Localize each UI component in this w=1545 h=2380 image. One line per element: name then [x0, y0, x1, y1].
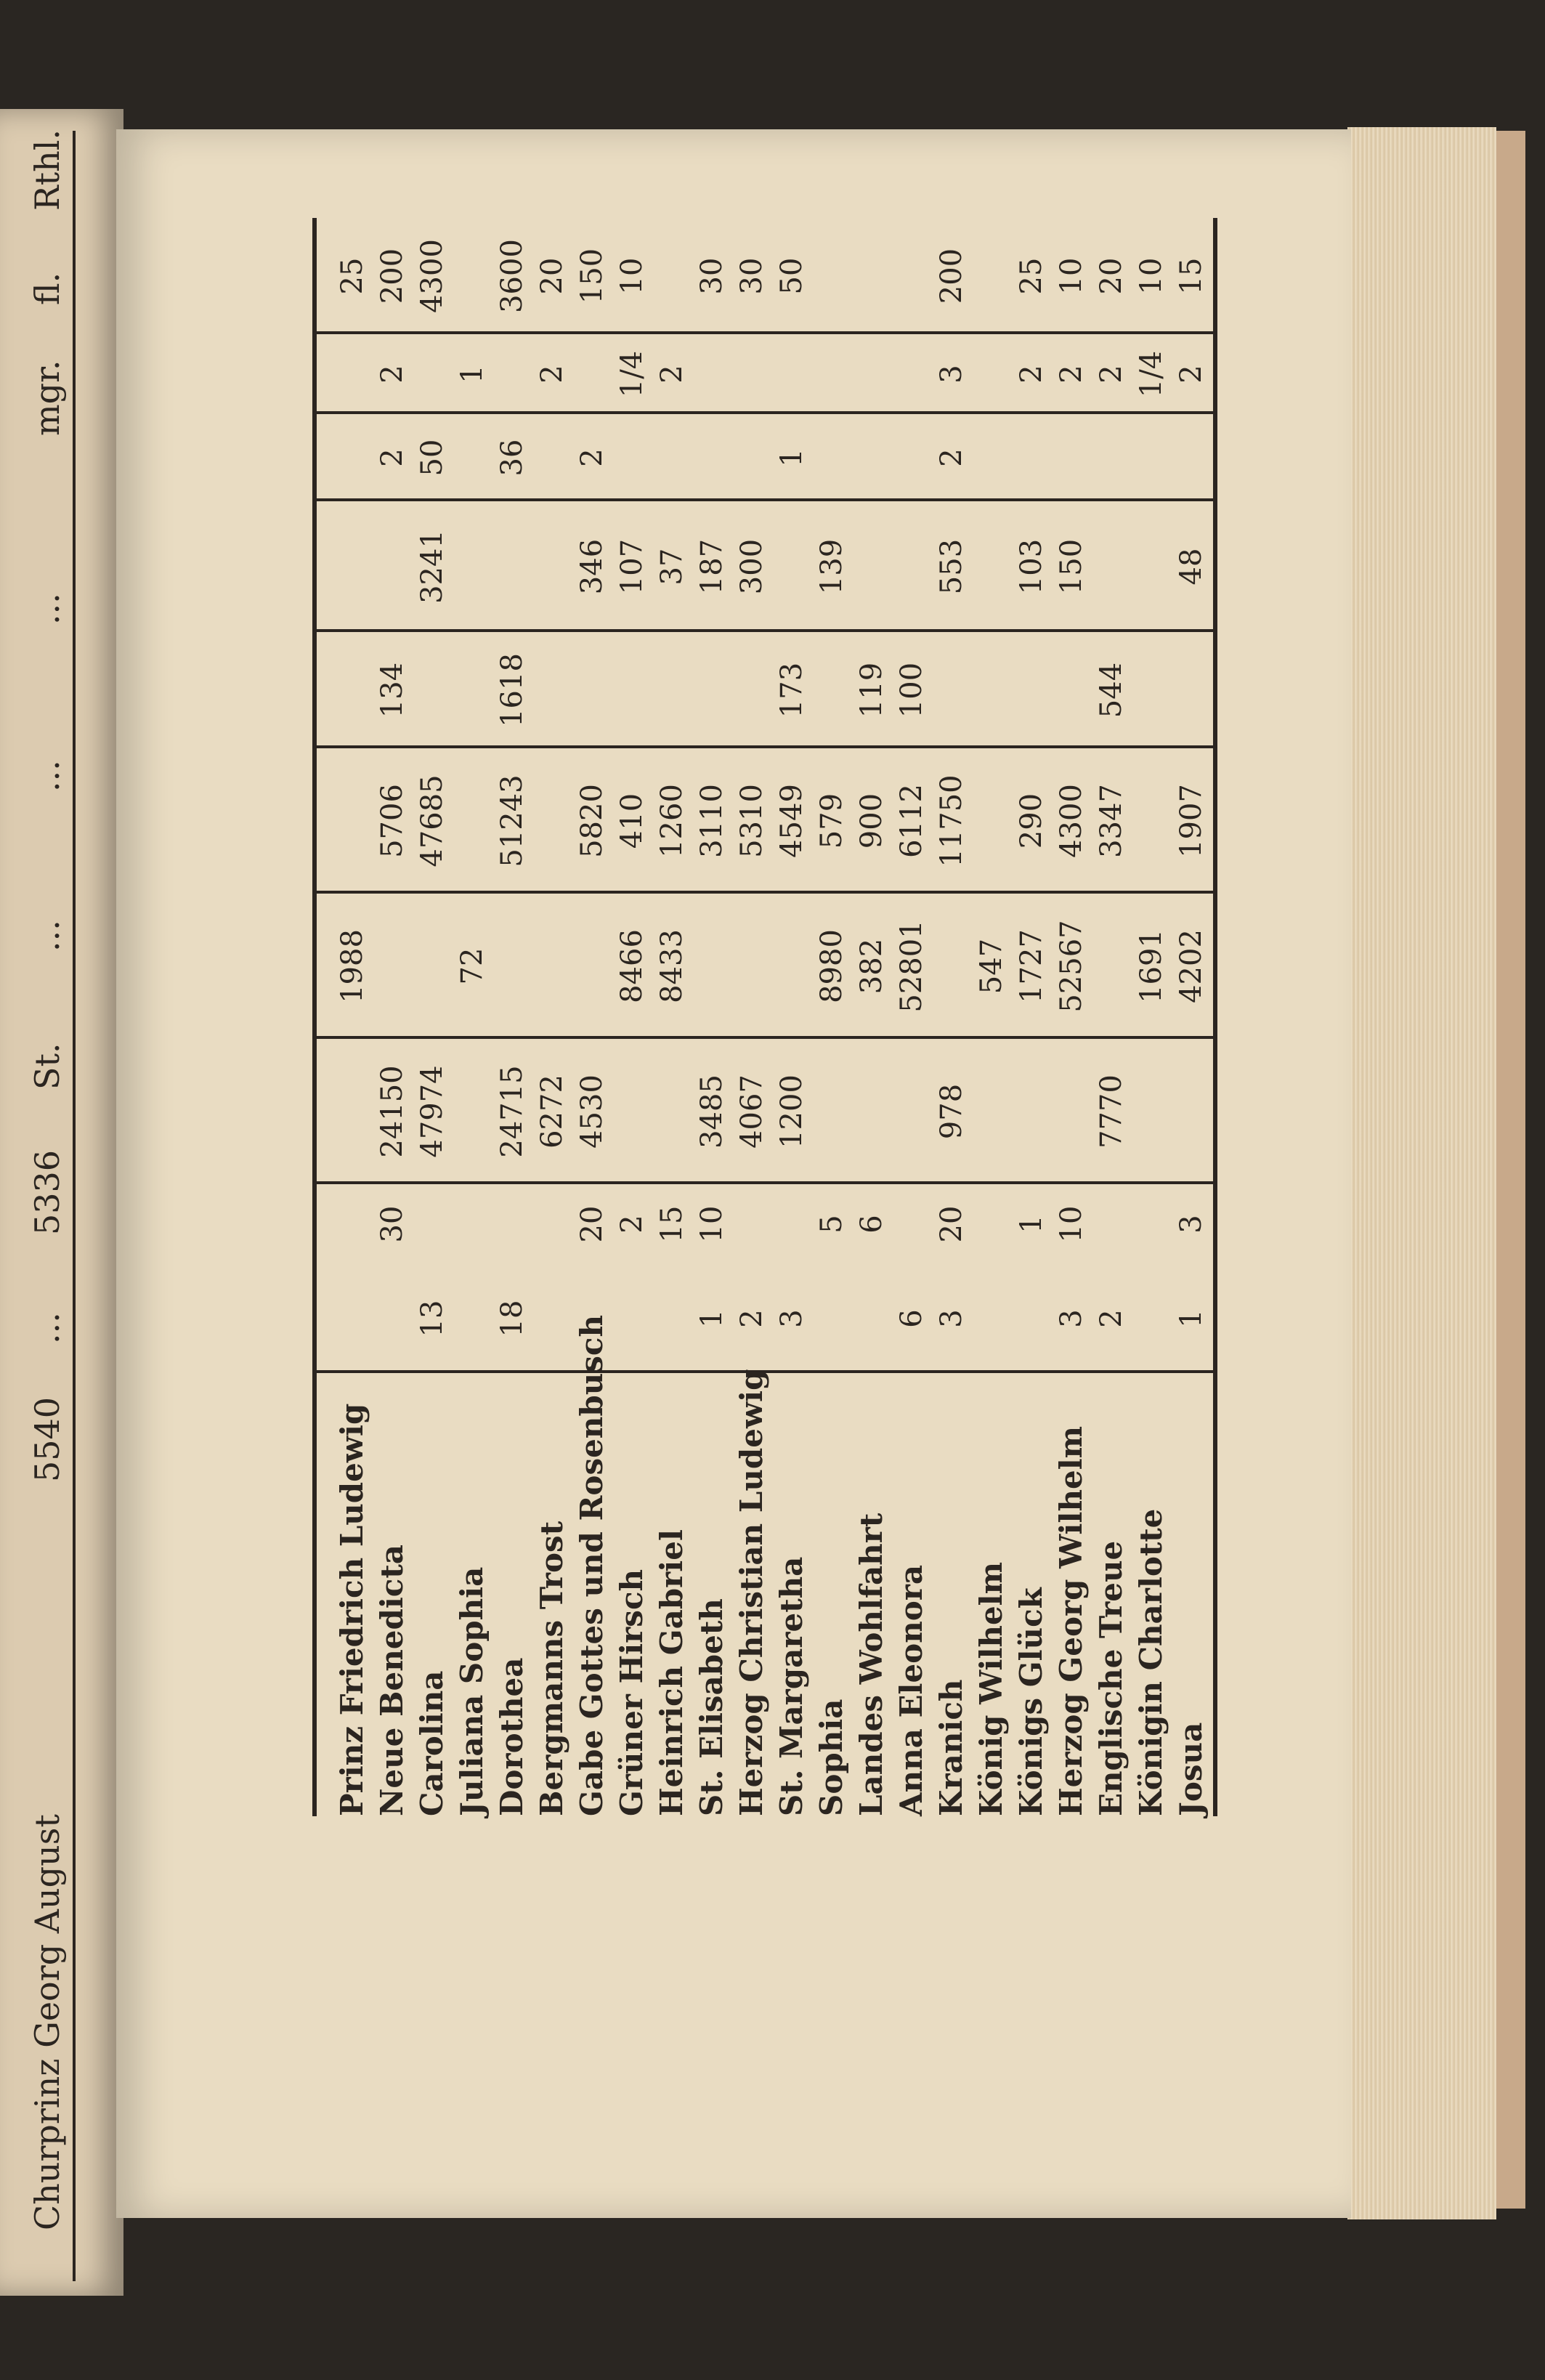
table-cell: 139 — [815, 538, 848, 595]
table-cell: 2 — [376, 365, 409, 384]
table-cell: 7770 — [1095, 1074, 1128, 1149]
table-cell: 20 — [575, 1205, 609, 1243]
table-cell: 50 — [415, 439, 449, 477]
table-cell: 290 — [1015, 793, 1048, 849]
table-cell: 200 — [376, 248, 409, 304]
table-bottom-rule — [1213, 218, 1217, 1816]
table-cell: 4202 — [1175, 929, 1208, 1003]
facing-page — [0, 109, 123, 2296]
table-cell: 1260 — [655, 784, 689, 858]
table-cell: 553 — [935, 538, 968, 595]
facing-page-cell: fl. — [28, 272, 67, 305]
table-cell: 47974 — [415, 1065, 449, 1158]
table-cell: 173 — [775, 662, 808, 719]
table-cell: 382 — [855, 938, 888, 995]
table-cell: 3347 — [1095, 784, 1128, 858]
mine-name: Königin Charlotte — [1133, 1508, 1169, 1816]
table-cell: 1 — [1015, 1215, 1048, 1234]
facing-page-cell: Rthl. — [28, 129, 67, 211]
facing-page-header — [22, 131, 109, 2281]
facing-page-cell: 5540 — [28, 1396, 67, 1482]
table-cell: 24150 — [376, 1065, 409, 1158]
mine-name: Gabe Gottes und Rosenbusch — [574, 1314, 609, 1816]
table-row — [734, 218, 770, 1816]
table-cell: 10 — [695, 1205, 729, 1243]
table-cell: 3 — [1055, 1309, 1088, 1328]
table-cell: 1988 — [336, 929, 369, 1003]
table-row — [494, 218, 530, 1816]
mine-name: Josua — [1173, 1722, 1209, 1816]
table-row — [853, 218, 890, 1816]
table-row — [454, 218, 490, 1816]
table-row — [1053, 218, 1090, 1816]
table-cell: 2 — [1175, 365, 1208, 384]
facing-page-cell: ... — [28, 760, 67, 792]
table-cell: 3 — [935, 365, 968, 384]
table-cell: 72 — [455, 947, 489, 985]
table-cell: 107 — [615, 538, 649, 595]
table-row — [973, 218, 1010, 1816]
facing-page-cell: 5336 — [28, 1149, 67, 1235]
table-cell: 3600 — [495, 239, 529, 313]
table-cell: 1618 — [495, 653, 529, 727]
facing-page-cell: ... — [28, 593, 67, 625]
table-row — [1093, 218, 1130, 1816]
table-cell: 5310 — [735, 784, 769, 858]
mine-name: Sophia — [814, 1699, 849, 1816]
facing-page-cell: ... — [28, 920, 67, 952]
table-cell: 100 — [895, 662, 928, 719]
table-cell: 1/4 — [1135, 350, 1168, 398]
table-row — [534, 218, 570, 1816]
table-cell: 4300 — [415, 239, 449, 313]
table-cell: 3 — [775, 1309, 808, 1328]
mine-name: Herzog Georg Wilhelm — [1053, 1425, 1089, 1816]
table-row — [1173, 218, 1209, 1816]
table-cell: 2 — [735, 1309, 769, 1328]
table-cell: 6272 — [535, 1074, 569, 1149]
table-cell: 5 — [815, 1215, 848, 1234]
table-cell: 547 — [975, 938, 1008, 995]
table-cell: 20 — [1095, 257, 1128, 295]
table-cell: 20 — [935, 1205, 968, 1243]
table-row — [654, 218, 690, 1816]
table-cell: 3485 — [695, 1074, 729, 1149]
table-cell: 5820 — [575, 784, 609, 858]
table-cell: 900 — [855, 793, 888, 849]
table-cell: 3 — [1175, 1215, 1208, 1234]
mine-name: Königs Glück — [1013, 1587, 1049, 1816]
table-cell: 1727 — [1015, 929, 1048, 1003]
table-cell: 8433 — [655, 929, 689, 1003]
mine-name: Carolina — [414, 1670, 450, 1816]
mine-name: Kranich — [933, 1679, 969, 1816]
table-cell: 2 — [935, 448, 968, 467]
table-row — [334, 218, 370, 1816]
table-row — [1013, 218, 1050, 1816]
table-row — [694, 218, 730, 1816]
table-cell: 4549 — [775, 784, 808, 858]
mine-name: Dorothea — [494, 1657, 530, 1816]
table-cell: 3110 — [695, 784, 729, 858]
mine-name: Bergmanns Trost — [534, 1521, 569, 1816]
table-row — [893, 218, 930, 1816]
mine-name: St. Elisabeth — [694, 1598, 729, 1816]
table-cell: 25 — [336, 257, 369, 295]
table-cell: 30 — [376, 1205, 409, 1243]
table-cell: 4300 — [1055, 784, 1088, 858]
facing-page-cell: mgr. — [28, 360, 67, 436]
mine-name: St. Margaretha — [774, 1556, 809, 1816]
mine-yield-table — [305, 218, 1228, 1816]
table-cell: 18 — [495, 1300, 529, 1337]
table-cell: 1 — [695, 1309, 729, 1328]
table-cell: 300 — [735, 538, 769, 595]
table-cell: 11750 — [935, 774, 968, 867]
table-cell: 1200 — [775, 1074, 808, 1149]
table-cell: 15 — [655, 1205, 689, 1243]
table-row — [1133, 218, 1169, 1816]
mine-name: Grüner Hirsch — [614, 1569, 649, 1816]
table-cell: 187 — [695, 538, 729, 595]
table-cell: 36 — [495, 439, 529, 477]
mine-name: Landes Wohlfahrt — [853, 1513, 889, 1816]
table-cell: 8466 — [615, 929, 649, 1003]
table-cell: 50 — [775, 257, 808, 295]
mine-name: Englische Treue — [1093, 1540, 1129, 1816]
table-cell: 51243 — [495, 774, 529, 867]
table-cell: 47685 — [415, 774, 449, 867]
page-stack-edge — [1347, 127, 1496, 2219]
table-cell: 410 — [615, 793, 649, 849]
table-cell: 10 — [615, 257, 649, 295]
table-cell: 2 — [575, 448, 609, 467]
table-row — [933, 218, 970, 1816]
table-cell: 1 — [775, 448, 808, 467]
table-cell: 6 — [855, 1215, 888, 1234]
table-cell: 30 — [735, 257, 769, 295]
table-cell: 24715 — [495, 1065, 529, 1158]
table-cell: 52801 — [895, 920, 928, 1013]
table-cell: 20 — [535, 257, 569, 295]
table-cell: 978 — [935, 1083, 968, 1140]
table-cell: 1/4 — [615, 350, 649, 398]
table-cell: 2 — [1095, 365, 1128, 384]
table-row — [414, 218, 450, 1816]
table-cell: 10 — [1055, 1205, 1088, 1243]
table-cell: 579 — [815, 793, 848, 849]
table-cell: 6112 — [895, 784, 928, 858]
table-cell: 4530 — [575, 1074, 609, 1149]
table-cell: 3 — [935, 1309, 968, 1328]
table-cell: 25 — [1015, 257, 1048, 295]
table-cell: 2 — [615, 1215, 649, 1234]
table-row — [374, 218, 410, 1816]
facing-page-row-label: Churprinz Georg August — [28, 1814, 67, 2230]
mine-name: Anna Eleonora — [893, 1564, 929, 1816]
facing-page-rule — [73, 131, 76, 2281]
table-cell: 6 — [895, 1309, 928, 1328]
table-cell: 5706 — [376, 784, 409, 858]
table-cell: 2 — [376, 448, 409, 467]
table-cell: 150 — [1055, 538, 1088, 595]
table-row — [574, 218, 610, 1816]
table-cell: 1907 — [1175, 784, 1208, 858]
table-cell: 1 — [455, 365, 489, 384]
table-cell: 2 — [1015, 365, 1048, 384]
table-top-rule — [312, 218, 317, 1816]
facing-page-cell: St. — [28, 1043, 67, 1090]
table-row — [614, 218, 650, 1816]
table-cell: 8980 — [815, 929, 848, 1003]
table-cell: 52567 — [1055, 920, 1088, 1013]
table-cell: 2 — [1055, 365, 1088, 384]
table-cell: 4067 — [735, 1074, 769, 1149]
table-row — [814, 218, 850, 1816]
table-cell: 1691 — [1135, 929, 1168, 1003]
table-cell: 48 — [1175, 548, 1208, 586]
mine-name: Juliana Sophia — [454, 1566, 490, 1816]
table-cell: 15 — [1175, 257, 1208, 295]
table-cell: 13 — [415, 1300, 449, 1337]
table-cell: 150 — [575, 248, 609, 304]
table-cell: 200 — [935, 248, 968, 304]
table-cell: 10 — [1135, 257, 1168, 295]
mine-name: Prinz Friedrich Ludewig — [334, 1403, 370, 1816]
table-cell: 10 — [1055, 257, 1088, 295]
table-cell: 2 — [655, 365, 689, 384]
facing-page-cell: ... — [28, 1312, 67, 1344]
table-cell: 119 — [855, 662, 888, 719]
mine-name: Heinrich Gabriel — [654, 1529, 689, 1816]
table-cell: 3241 — [415, 530, 449, 604]
table-cell: 2 — [535, 365, 569, 384]
table-cell: 103 — [1015, 538, 1048, 595]
table-row — [774, 218, 810, 1816]
mine-name: Herzog Christian Ludewig — [734, 1369, 769, 1816]
table-cell: 134 — [376, 662, 409, 719]
table-cell: 37 — [655, 548, 689, 586]
table-cell: 2 — [1095, 1309, 1128, 1328]
mine-name: Neue Benedicta — [374, 1545, 410, 1816]
table-cell: 1 — [1175, 1309, 1208, 1328]
table-cell: 346 — [575, 538, 609, 595]
table-cell: 544 — [1095, 662, 1128, 719]
mine-name: König Wilhelm — [973, 1561, 1009, 1816]
table-cell: 30 — [695, 257, 729, 295]
